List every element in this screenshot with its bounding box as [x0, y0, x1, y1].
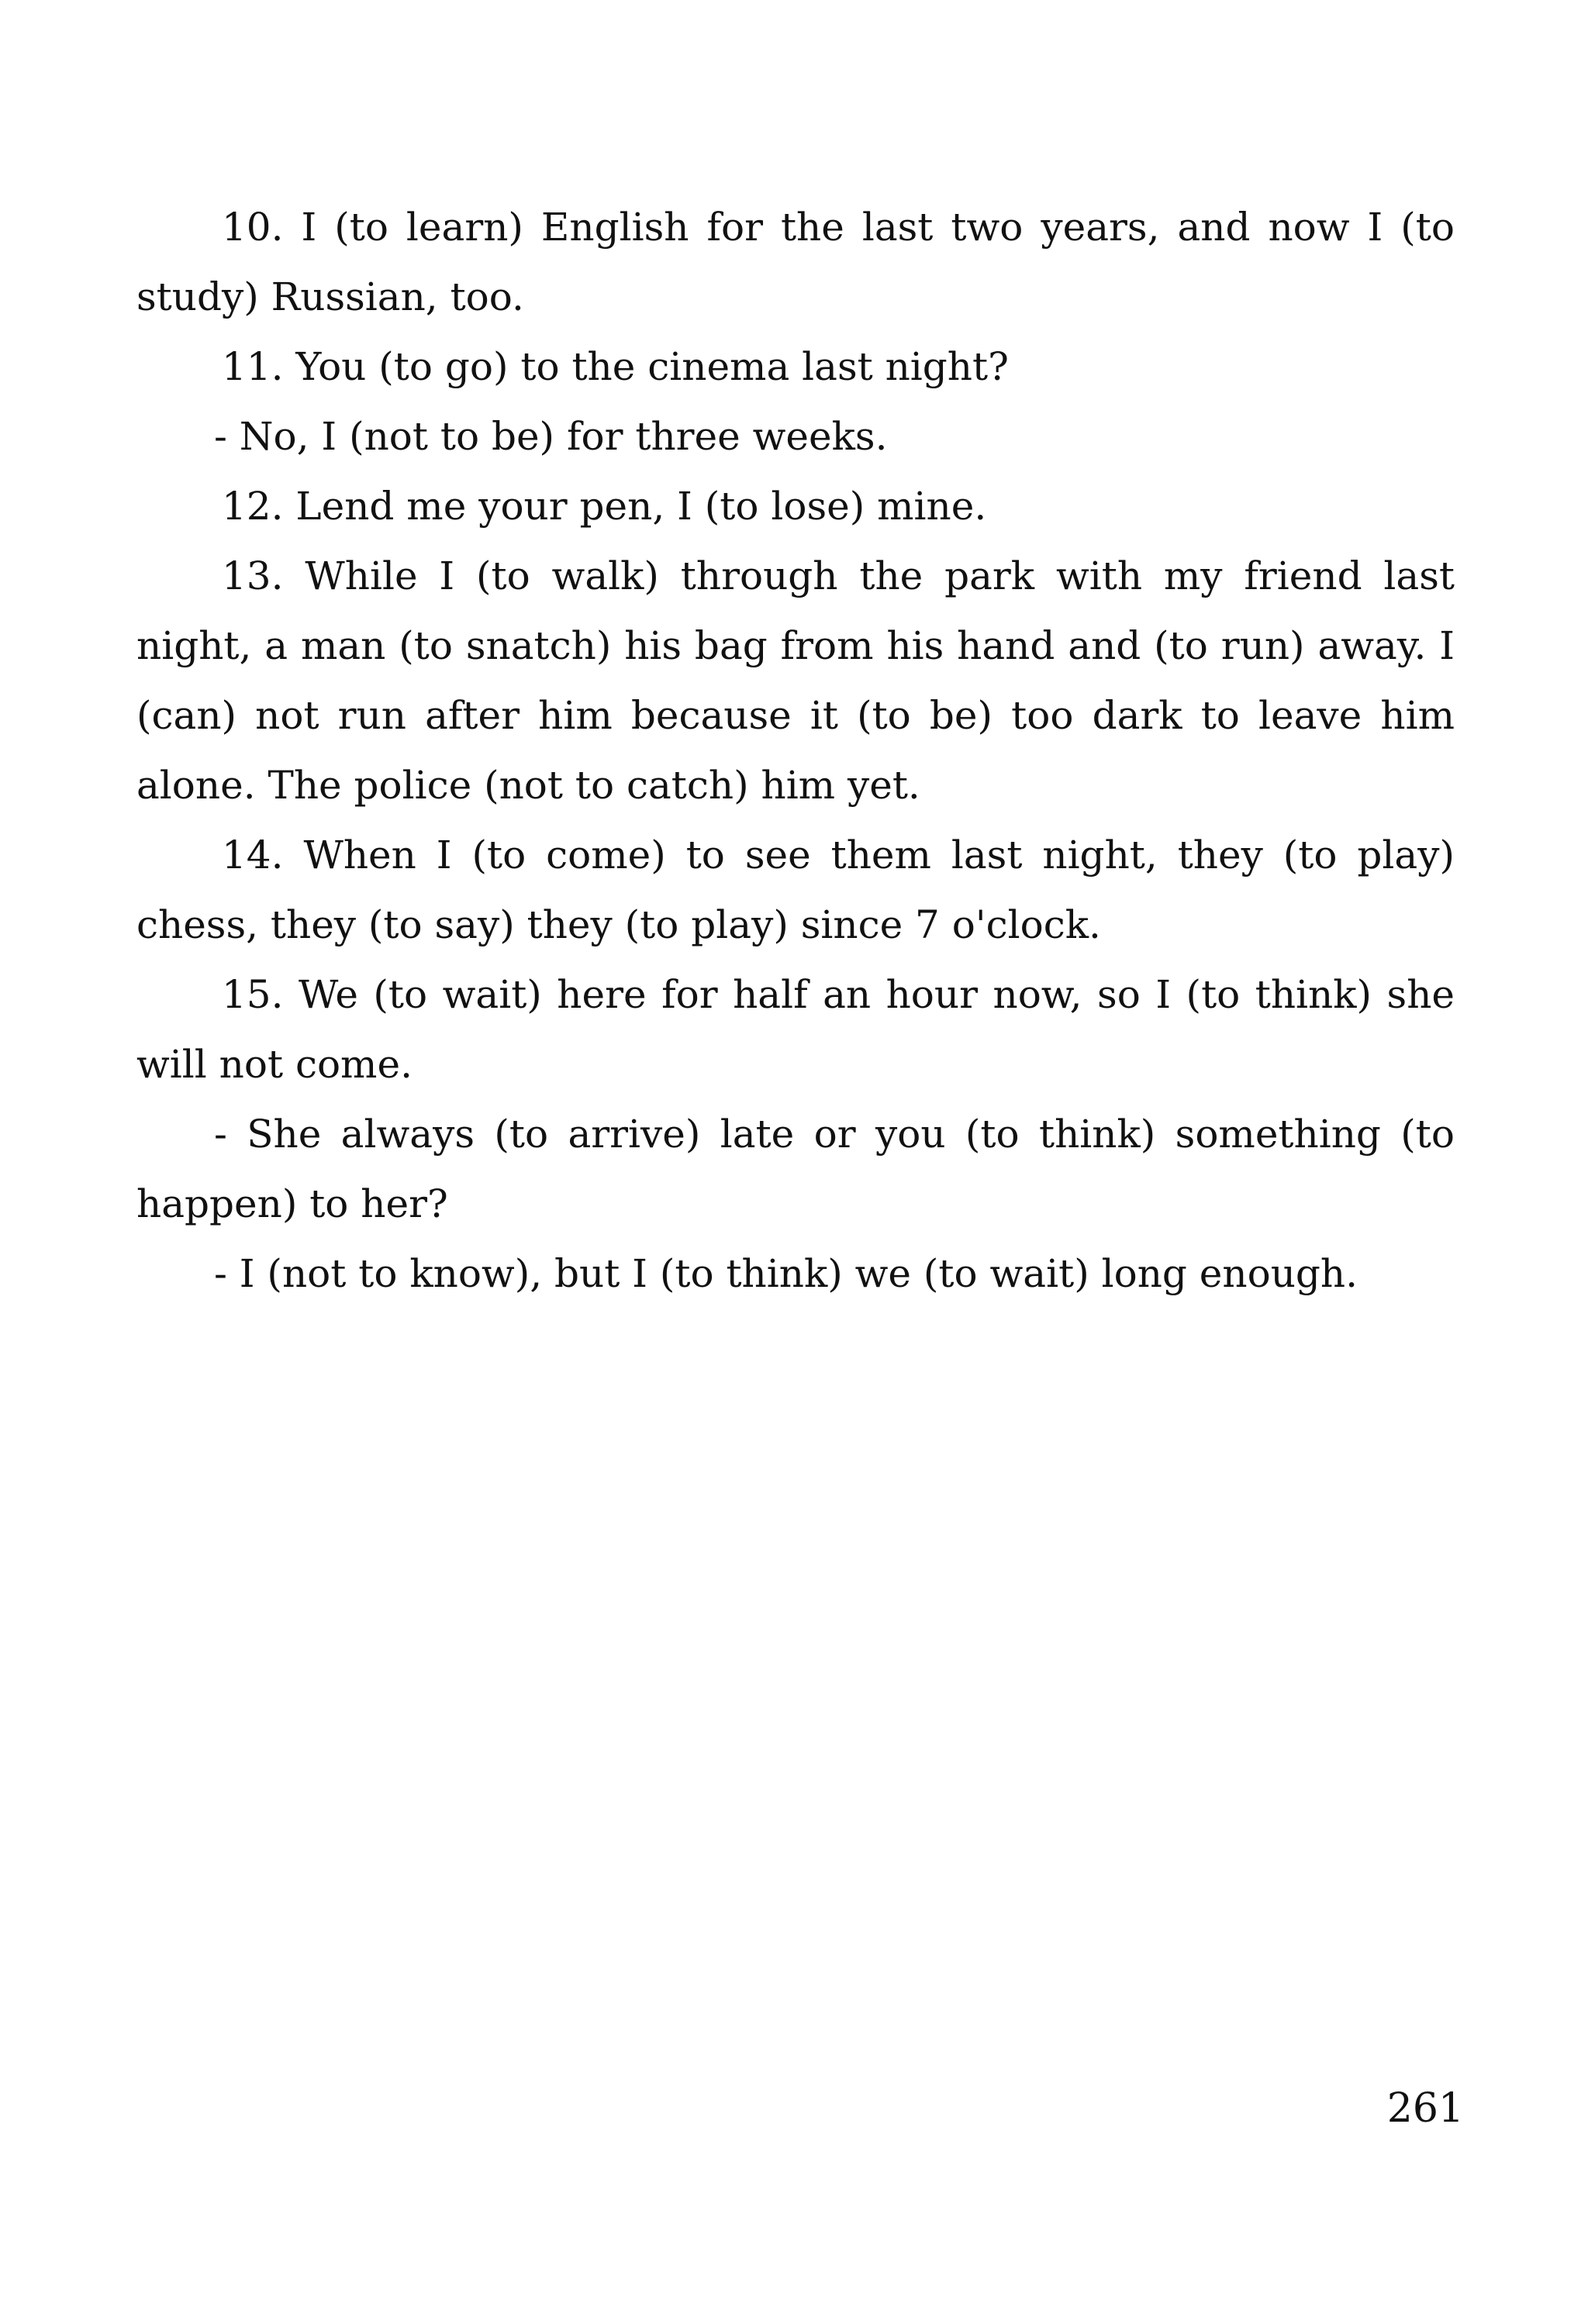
exercise-item-12: 12. Lend me your pen, I (to lose) mine. [222, 484, 987, 529]
dialogue-reply: - No, I (not to be) for three weeks. [214, 414, 888, 459]
exercise-item-14: 14. When I (to come) to see them last night, they (to play) chess, they (to say) they (to play) since 7 o'clock. [136, 833, 1455, 947]
page-number: 261 [1386, 2085, 1464, 2132]
exercise-item-11: 11. You (to go) to the cinema last night? [222, 344, 1009, 389]
exercise-item-10: 10. I (to learn) English for the last two years, and now I (to study) Russian, too. [136, 205, 1455, 319]
dialogue-reply: - I (not to know), but I (to think) we (to wait) long enough. [214, 1251, 1358, 1296]
exercise-item-13: 13. While I (to walk) through the park with my friend last night, a man (to snatch) his bag from his hand and (to run) away. I (can) not run after him because it (to be) too dark to leave him alone. The police (not to catch) him yet. [136, 553, 1455, 808]
dialogue-reply: - She always (to arrive) late or you (to think) something (to happen) to her? [136, 1112, 1455, 1226]
exercise-item-15: 15. We (to wait) here for half an hour now, so I (to think) she will not come. [136, 972, 1455, 1087]
exercise-text [136, 192, 1455, 1309]
